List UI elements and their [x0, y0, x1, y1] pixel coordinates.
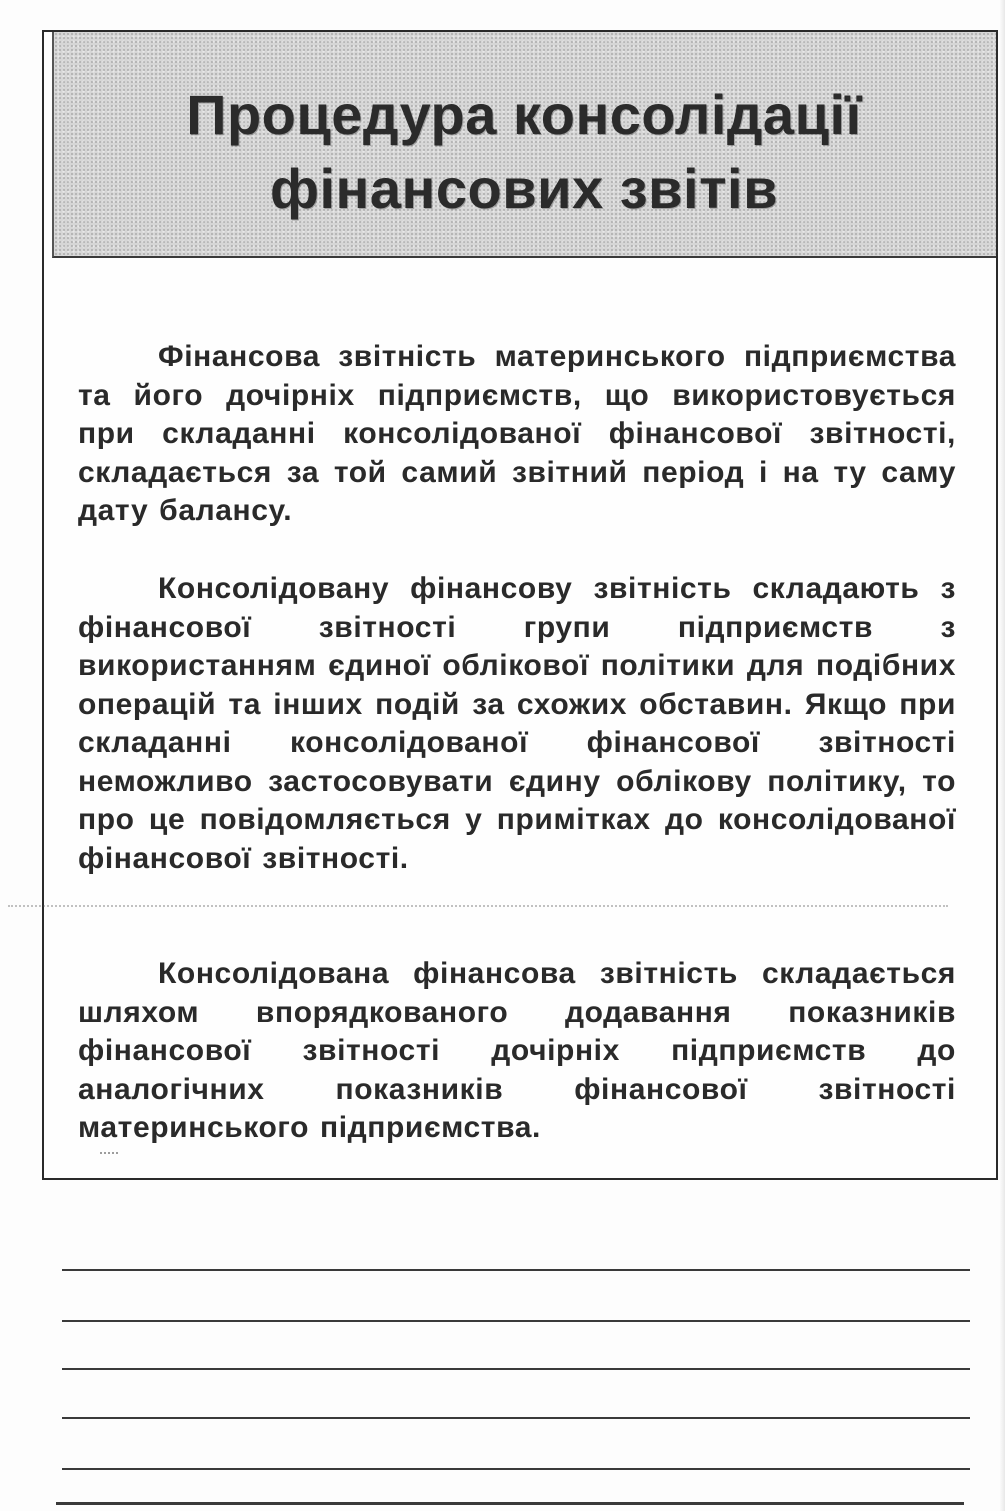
note-line [62, 1417, 970, 1419]
scan-edge-shadow [999, 0, 1005, 1511]
scan-speck [100, 1152, 118, 1160]
note-line [56, 1502, 964, 1505]
note-line [62, 1368, 970, 1370]
note-line [62, 1320, 970, 1322]
title-line-2: фінансових звітів [270, 157, 778, 220]
paragraph-1: Фінансова звітність материнського підприємства та його дочірніх підприємств, що використовується при складанні консолідованої фінансової звітності, складається за той самий звітний період і на ту саму дату балансу. [78, 340, 956, 527]
scan-artifact-dots [8, 905, 948, 909]
page-title [52, 78, 996, 226]
paragraph-2: Консолідовану фінансову звітність складають з фінансової звітності групи підприємств з використанням єдиної облікової політики для подібних операцій та інших подій за схожих обставин. Якщо при складанні консолідованої фінансової звітності неможливо застосовувати єдину облікову політику, то про це повідомляється у примітках до консолідованої фінансової звітності. [78, 572, 956, 875]
title-line-1: Процедура консолідації [186, 83, 862, 146]
paragraph-3: Консолідована фінансова звітність складається шляхом впорядкованого додавання показників фінансової звітності дочірніх підприємств до аналогічних показників фінансової звітності материнського підприємства. [78, 957, 956, 1144]
note-line [62, 1269, 970, 1271]
note-line [62, 1468, 970, 1470]
